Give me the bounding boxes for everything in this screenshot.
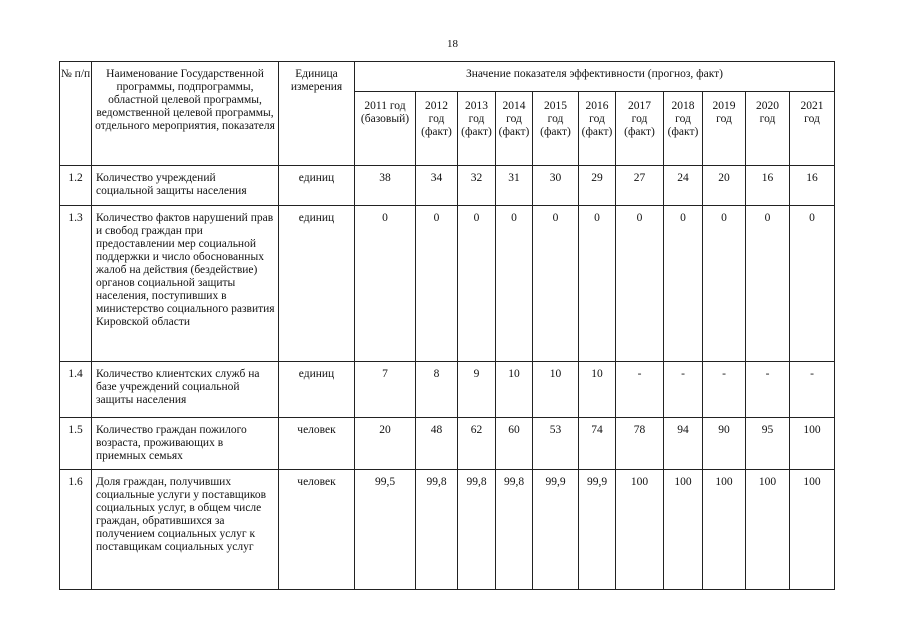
row-value: 16: [746, 166, 790, 206]
header-year-4: [533, 92, 579, 166]
row-value: 0: [355, 206, 416, 362]
row-value: 100: [746, 470, 790, 590]
page-number: 18: [447, 38, 458, 50]
table-row: [60, 470, 835, 590]
row-unit: человек: [279, 470, 355, 590]
row-value: 94: [664, 418, 703, 470]
row-value: 16: [790, 166, 835, 206]
row-value: 20: [703, 166, 746, 206]
row-unit: единиц: [279, 166, 355, 206]
row-value: 53: [533, 418, 579, 470]
row-value: 100: [664, 470, 703, 590]
row-value: 62: [458, 418, 496, 470]
row-value: 10: [579, 362, 616, 418]
row-unit: единиц: [279, 362, 355, 418]
row-value: 99,8: [458, 470, 496, 590]
row-name: Количество граждан пожилого возраста, проживающих в приемных семьях: [92, 418, 279, 470]
row-value: 32: [458, 166, 496, 206]
header-year-note: год (факт): [581, 113, 613, 138]
row-value: 0: [496, 206, 533, 362]
row-name: Количество клиентских служб на базе учреждений социальной защиты населения: [92, 362, 279, 418]
row-value: 38: [355, 166, 416, 206]
row-value: 10: [533, 362, 579, 418]
header-year-note: год (факт): [624, 113, 655, 138]
header-year-5: [579, 92, 616, 166]
row-value: -: [703, 362, 746, 418]
row-value: 34: [416, 166, 458, 206]
row-index: 1.2: [60, 166, 92, 206]
row-value: 0: [616, 206, 664, 362]
row-value: 29: [579, 166, 616, 206]
row-unit: единиц: [279, 206, 355, 362]
row-value: 0: [579, 206, 616, 362]
header-year-9: [746, 92, 790, 166]
row-value: -: [664, 362, 703, 418]
header-year-6: [616, 92, 664, 166]
row-value: 27: [616, 166, 664, 206]
table-row: [60, 166, 835, 206]
header-values: Значение показателя эффективности (прогноз, факт): [355, 62, 835, 92]
row-value: 90: [703, 418, 746, 470]
header-year-note: год: [759, 113, 776, 125]
header-name: Наименование Государственной программы, подпрограммы, областной целевой программы, ведомственной целевой программы, отдельного мероприятия, показателя: [92, 62, 279, 166]
row-name: Количество учреждений социальной защиты населения: [92, 166, 279, 206]
header-year-label: 2012: [425, 100, 448, 112]
header-year-3: [496, 92, 533, 166]
table-row: [60, 362, 835, 418]
row-value: 9: [458, 362, 496, 418]
row-index: 1.3: [60, 206, 92, 362]
header-year-label: 2017: [628, 100, 651, 112]
row-value: 99,8: [496, 470, 533, 590]
row-value: 100: [616, 470, 664, 590]
row-value: 78: [616, 418, 664, 470]
indicators-table: [59, 61, 835, 590]
row-value: 100: [790, 418, 835, 470]
header-year-note: год: [716, 113, 732, 125]
row-value: 99,8: [416, 470, 458, 590]
row-value: 0: [790, 206, 835, 362]
row-value: 0: [703, 206, 746, 362]
row-name: Количество фактов нарушений прав и свобод граждан при предоставлении мер социальной поддержки и число обоснованных жалоб на действия (бездействие) органов социальной защиты населения, поступивших в министерство социального развития Кировской области: [92, 206, 279, 362]
header-index: № п/п: [60, 62, 92, 166]
row-value: -: [746, 362, 790, 418]
header-year-label: 2014: [502, 100, 526, 112]
header-year-label: 2015: [544, 100, 567, 112]
row-value: -: [790, 362, 835, 418]
header-year-label: 2016: [585, 100, 609, 112]
row-value: 0: [533, 206, 579, 362]
header-year-note: год: [804, 113, 820, 125]
table-row: [60, 206, 835, 362]
row-value: 20: [355, 418, 416, 470]
row-value: 10: [496, 362, 533, 418]
row-value: 100: [790, 470, 835, 590]
row-value: 95: [746, 418, 790, 470]
row-value: -: [616, 362, 664, 418]
row-value: 99,9: [579, 470, 616, 590]
row-value: 0: [416, 206, 458, 362]
row-value: 0: [664, 206, 703, 362]
header-year-note: (базовый): [360, 113, 410, 125]
row-value: 99,5: [355, 470, 416, 590]
row-value: 0: [458, 206, 496, 362]
header-year-note: год (факт): [667, 113, 699, 138]
row-value: 99,9: [533, 470, 579, 590]
row-index: 1.5: [60, 418, 92, 470]
header-year-label: 2020: [756, 100, 779, 112]
header-year-8: [703, 92, 746, 166]
row-value: 60: [496, 418, 533, 470]
header-year-1: [416, 92, 458, 166]
row-value: 48: [416, 418, 458, 470]
row-unit: человек: [279, 418, 355, 470]
header-year-note: год (факт): [421, 113, 452, 138]
row-index: 1.4: [60, 362, 92, 418]
row-index: 1.6: [60, 470, 92, 590]
row-value: 31: [496, 166, 533, 206]
row-value: 8: [416, 362, 458, 418]
header-year-2: [458, 92, 496, 166]
row-name: Доля граждан, получивших социальные услуги у поставщиков социальных услуг, в общем числе граждан, обратившихся за получением социальных услуг к поставщикам социальных услуг: [92, 470, 279, 590]
row-value: 100: [703, 470, 746, 590]
header-year-7: [664, 92, 703, 166]
row-value: 7: [355, 362, 416, 418]
row-value: 74: [579, 418, 616, 470]
header-year-label: 2013: [465, 100, 488, 112]
header-unit: Единица измерения: [279, 62, 355, 166]
header-year-label: 2021: [800, 100, 824, 112]
header-year-label: 2019: [712, 100, 736, 112]
header-year-10: [790, 92, 835, 166]
header-year-note: год (факт): [540, 113, 571, 138]
header-year-note: год (факт): [498, 113, 530, 138]
header-year-label: 2011 год: [364, 100, 406, 112]
row-value: 0: [746, 206, 790, 362]
row-value: 30: [533, 166, 579, 206]
table-row: [60, 418, 835, 470]
header-year-label: 2018: [671, 100, 695, 112]
header-year-0: [355, 92, 416, 166]
row-value: 24: [664, 166, 703, 206]
header-year-note: год (факт): [461, 113, 492, 138]
